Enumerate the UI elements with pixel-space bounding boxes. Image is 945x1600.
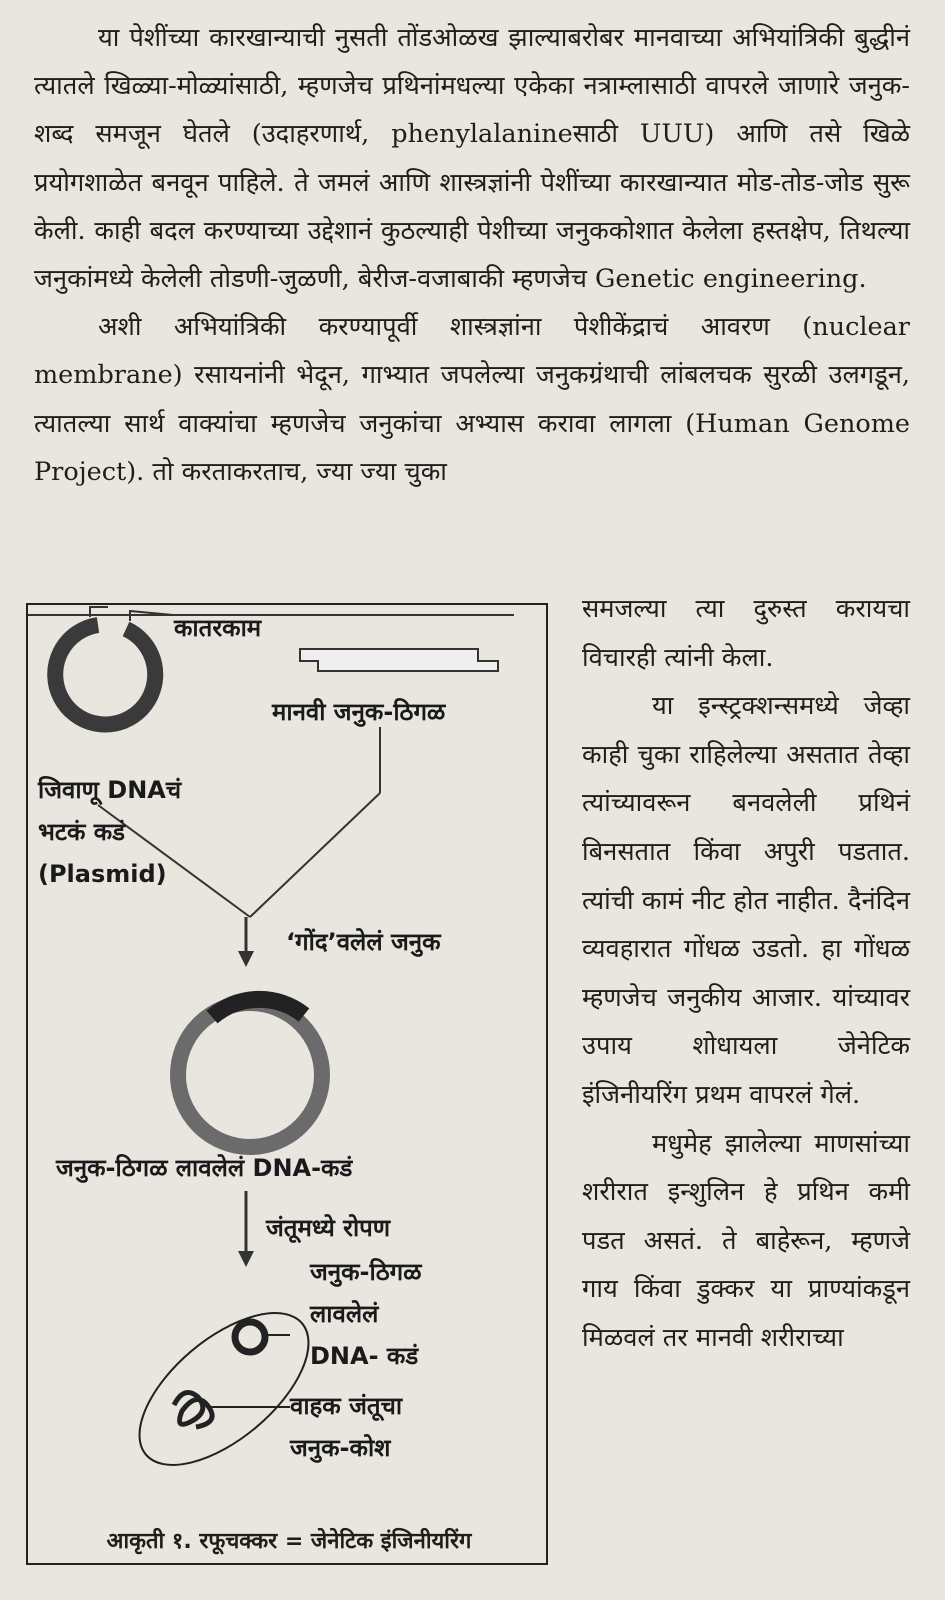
figure-caption: आकृती १. रफूचक्कर = जेनेटिक इंजिनीयरिंग [106, 1529, 472, 1554]
label-host-line-2: जनुक-कोश [290, 1434, 391, 1462]
bacterial-chromosome [174, 1393, 212, 1428]
label-patched-line-1: जनुक-ठिगळ [310, 1258, 422, 1286]
figure-genetic-engineering [26, 603, 548, 1565]
paragraph-2: अशी अभियांत्रिकी करण्यापूर्वी शास्त्रज्ञांना पेशीकेंद्राचं आवरण (nuclear membrane) रसायनांनी भेदून, गाभ्यात जपलेल्या जनुकग्रंथाची लांबलचक सुरळी उलगडून, त्यातल्या सार्थ वाक्यांचा म्हणजेच जनुकांचा अभ्यास करावा लागला (Human Genome Project). तो करताकरताच, ज्या ज्या चुका [34, 312, 910, 487]
label-plasmid-line-3: (Plasmid) [38, 860, 167, 888]
merge-line-right [250, 793, 380, 917]
side-text-column [582, 585, 910, 1363]
figure-diagram [28, 605, 550, 1567]
label-glued-gene: ‘गोंद’वलेलं जनुक [286, 928, 441, 956]
side-paragraph-2: या इन्स्ट्रक्शन्समध्ये जेव्हा काही चुका राहिलेल्या असतात तेव्हा त्यांच्यावरून बनवलेली प्रथिनं बिनसतात किंवा अपुरी पडतात. त्यांची कामं नीट होत नाहीत. दैनंदिन व्यवहारात गोंधळ उडतो. हा गोंधळ म्हणजेच जनुकीय आजार. यांच्यावर उपाय शोधायला जेनेटिक इंजिनीयरिंग प्रथम वापरलं गेलं. [582, 691, 910, 1110]
paragraph-1: या पेशींच्या कारखान्याची नुसती तोंडओळख झाल्याबरोबर मानवाच्या अभियांत्रिकी बुद्धीनं त्यातले खिळ्या-मोळ्यांसाठी, म्हणजेच प्रथिनांमधल्या एकेका नत्राम्लासाठी वापरले जाणारे जनुक-शब्द समजून घेतले (उदाहरणार्थ, phenylalanineसाठी UUU) आणि तसे खिळे प्रयोगशाळेत बनवून पाहिले. ते जमलं आणि शास्त्रज्ञांनी पेशींच्या कारखान्यात मोड-तोड-जोड सुरू केली. काही बदल करण्याच्या उद्देशानं कुठल्याही पेशीच्या जनुककोशात केलेला हस्तक्षेप, तिथल्या जनुकांमध्ये केलेली तोडणी-जुळणी, बेरीज-वजाबाकी म्हणजेच Genetic engineering. [34, 23, 910, 295]
label-patched-line-3: DNA- कडं [310, 1342, 419, 1370]
label-implant: जंतूमध्ये रोपण [266, 1214, 391, 1242]
label-patched-line-2: लावलेलं [310, 1300, 379, 1328]
side-paragraph-1: समजल्या त्या दुरुस्त करायचा विचारही त्यांनी केला. [582, 594, 910, 673]
side-paragraph-3: मधुमेह झालेल्या माणसांच्या शरीरात इन्शुलिन हे प्रथिन कमी पडत असतं. ते बाहेरून, म्हणजे गाय किंवा डुक्कर या प्राण्यांकडून मिळवलं तर मानवी शरीराच्या [582, 1128, 910, 1353]
label-patched-ring: जनुक-ठिगळ लावलेलं DNA-कडं [56, 1154, 353, 1182]
plasmid-ring [55, 625, 155, 724]
label-plasmid-line-1: जिवाणू DNAचं [38, 776, 182, 804]
label-cut: कातरकाम [174, 614, 262, 642]
main-text [34, 14, 910, 496]
patched-dna-ring [178, 1003, 322, 1147]
small-plasmid [235, 1322, 265, 1352]
label-plasmid-line-2: भटकं कडं [38, 818, 126, 846]
label-human-gene: मानवी जनुक-ठिगळ [272, 698, 446, 726]
label-host-line-1: वाहक जंतूचा [290, 1392, 403, 1420]
human-gene-fragment [300, 649, 498, 671]
